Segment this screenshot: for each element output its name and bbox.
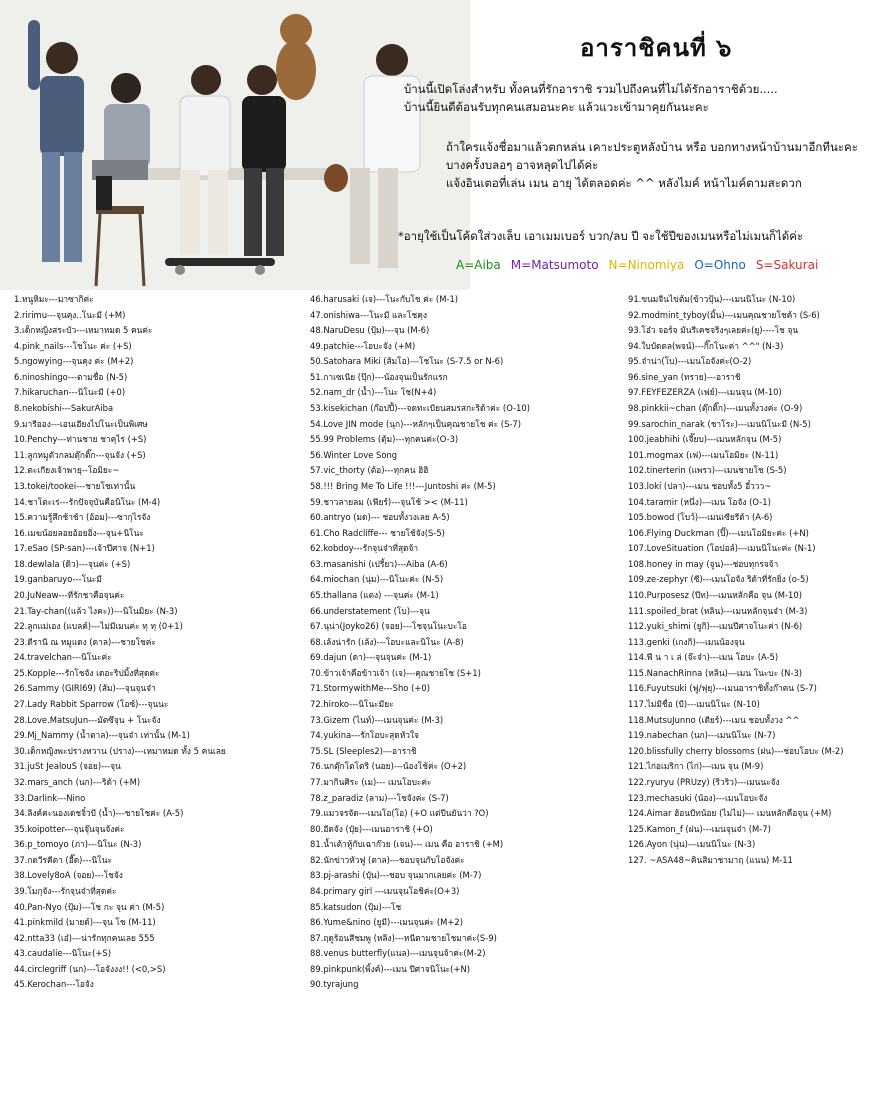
list-item: 68.เล้งน่ารัก (เล้ง)---โอบะและนิโนะ (A-8)	[310, 636, 464, 647]
list-item: 124.Aimar ฮ้อนบีทน้อย (ไม่ไม่)--- เมนหลักคือจุน (+M)	[628, 808, 832, 819]
list-item: 127. ~ASA48~คินสิมาชามาฤ (แนน) M-11	[628, 854, 793, 865]
list-item: 8.nekobishi---SakurAiba	[14, 403, 114, 414]
list-item: 37.กดวีรคีตา (อี๊ด)---นิโนะ	[14, 854, 112, 865]
list-item: 61.Cho Radcliffe--- ชายโช้จัง(S-5)	[310, 527, 445, 538]
intro-welcome	[404, 80, 778, 116]
list-item: 94.ใบบัดดล(พจน์)---กิ๊กโนะค่า ^^" (N-3)	[628, 340, 784, 351]
list-item: 52.nam_dr (น้ำ)---โนะ โช(N+4)	[310, 387, 437, 398]
list-item: 30.เด็กหญิงพะปรางหวาน (ปราง)---เหมาหมด ทั้ง 5 คนเลย	[14, 745, 226, 756]
list-item: 122.ryuryu (PRUzy) (ริวริว)---เมนนะจัง	[628, 776, 780, 787]
list-item: 51.กาเซเนีย (ปุ๊ก)---น้องจุนเป็นรักแรก	[310, 371, 448, 382]
arashi-group-photo	[0, 0, 470, 290]
intro-line: บ้านนี้ยินดีต้อนรับทุกคนเสมอนะคะ แล้วแวะเข้ามาคุยกันนะคะ	[404, 100, 709, 114]
list-item: 62.kobdoy---รักจุนจ๋าที่สุดจ้า	[310, 543, 419, 554]
list-item: 107.LoveSituation (โอปอล์)---เมนนิโนะค่ะ (N-1)	[628, 543, 816, 554]
member-legend	[456, 258, 818, 272]
list-item: 75.SL (Sleeples2)---อาราชิ	[310, 745, 417, 756]
list-item: 29.Mj_Nammy (น้ำตาล)---จุนจ๋า เท่านั้น (M-1)	[14, 730, 190, 741]
list-item: 41.pinkmild (มายด์)---จุน โช (M-11)	[14, 917, 156, 928]
list-item: 85.katsudon (ปุ้ม)---โช	[310, 901, 402, 912]
list-item: 2.ririmu---จุนคุง..โนะมี (+M)	[14, 309, 126, 320]
list-item: 76.นกตุ๊กโตโตริ (นอย)---น้องโช้ค่ะ (O+2)	[310, 761, 467, 772]
list-item: 115.NanachRinna (หลิน)---เมน โนะบะ (N-3)	[628, 667, 803, 678]
list-item: 105.bowod (โบว์)---เมนเซียรีด้า (A-6)	[628, 512, 773, 523]
list-item: 70.ข้าวเจ้าคือข้าวเจ้า (เจ)---คุณชายโช (S+1)	[310, 667, 481, 678]
list-item: 50.Satohara Miki (ส้มโอ)---โชโนะ (S-7.5 or N-6)	[310, 356, 504, 367]
list-item: 108.honey in may (จูน)---ช่อบทุกรจจ้า	[628, 558, 779, 569]
list-item: 25.Kopple---รักโชจัง เดอะริปมิ้งที่สุดค่ะ	[14, 667, 160, 678]
list-item: 78.z_paradiz (ลาม)---โชจังค่ะ (S-7)	[310, 792, 449, 803]
list-item: 27.Lady Rabbit Sparrow (โอซ์)---จุนนะ	[14, 699, 169, 710]
list-item: 17.eSao (SP-san)---เจ้าปีศาจ (N+1)	[14, 543, 155, 554]
list-item: 106.Flying Duckman (ปิ๊)---เมนโอมิยะค่ะ (+N)	[628, 527, 809, 538]
list-item: 93.โอ๋ว จอร์จ มันรีเคชจริงๆเลยค่ะ(ยู)----โช จุน	[628, 325, 799, 336]
list-item: 113.genki (เกงกิ)---เมนน้องจุน	[628, 636, 745, 647]
list-item: 120.blissfully cherry blossoms (ฝน)---ช่อบโอบะ (M-2)	[628, 745, 844, 756]
intro-line: บ้านนี้เปิดโล่งสำหรับ ทั้งคนที่รักอาราชิ รวมไปถึงคนที่ไม่ได้รักอาราชิด้วย.....	[404, 82, 778, 96]
list-item: 53.kisekichan (ก๊อปปี้)---จดทะเบียนสมรสกะริด้าค่ะ (O-10)	[310, 403, 530, 414]
list-item: 89.pinkpunk(พิ้งค์)---เมน ปีศาจนิโนะ(+N)	[310, 963, 470, 974]
age-code-note: *อายุใช้เป็นโค้ดใส่วงเล็บ เอาเมมเบอร์ บวก/ลบ ปี จะใช้ปีของเมนหรือไม่เมนก็ได้ค่ะ	[398, 229, 804, 243]
list-item: 58.!!! Bring Me To Life !!!---Juntoshi ค่ะ (M-5)	[310, 480, 496, 491]
list-item: 86.Yume&nino (ยูมี)---เมนจุนค่ะ (M+2)	[310, 917, 463, 928]
list-item: 64.miochan (นุ่ม)---นิโนะค่ะ (N-5)	[310, 574, 444, 585]
list-item: 110.Purposesz (ปีท)---เมนหลักคือ จุน (M-10)	[628, 589, 802, 600]
list-item: 13.tokei/tookei---ชายโชเท่านั้น	[14, 480, 136, 491]
list-item: 88.venus butterfly(แนล)---เมนจุนจ้าค่ะ(M-2)	[310, 948, 486, 959]
list-item: 98.pinkkii~chan (ตุ๊กติ๊ก)---เมนทั้งวงค่ะ (O-9)	[628, 403, 803, 414]
list-item: 23.ดีรานี ณ หมูแดง (ดาล)---ชายโชค่ะ	[14, 636, 156, 647]
list-item: 16.เมฆน้อยลอยอ้อยอิ่ง---จุน+นิโนะ	[14, 527, 144, 538]
list-item: 14.ชาโตะเร่---รักปัจจุบันคือนิโนะ (M-4)	[14, 496, 161, 507]
list-item: 71.StormywithMe---Sho (+0)	[310, 683, 430, 694]
list-item: 18.dewlala (ดิว)---จุนค่ะ (+S)	[14, 558, 131, 569]
list-item: 11.ลูกหมูตัวกลมตุ๊กติ๊ก---จุนจัง (+S)	[14, 449, 146, 460]
group-photo-illustration	[0, 0, 470, 290]
list-item: 77.มากินศิระ (เม)--- เมนโอบะค่ะ	[310, 776, 432, 787]
list-item: 15.ความรู้สึกช้าช้า (อ้อม)---ซากุไรจัง	[14, 512, 151, 523]
list-item: 46.harusaki (เจ)---โนะกับโช ค่ะ (M-1)	[310, 294, 459, 304]
intro-instructions	[446, 138, 858, 192]
list-item: 109.ze-zephyr (ซี)---เมนโอจัง ริด้าที่รักยิ่ง (o-5)	[628, 574, 809, 585]
member-list-column-3	[628, 292, 843, 868]
list-item: 119.nabechan (นก)---เมนนิโนะ (N-7)	[628, 730, 776, 741]
intro-line: บางครั้งบลอๆ อาจหลุดไปได้ค่ะ	[446, 158, 599, 172]
list-item: 116.Fuyutsuki (ฟู/ฟุยุ)---เมนอาราชิทั้งก๊าคน (S-7)	[628, 683, 817, 694]
list-item: 91.ขนมจีนไข่ต้ม(ข้าวปุ้น)---เมนนิโนะ (N-10)	[628, 294, 796, 304]
member-list-column-2	[310, 292, 530, 993]
list-item: 33.Darlink---Nino	[14, 792, 86, 803]
list-item: 79.แมวจรจัด---เมนโอ(โอ) (+O แต่ปีนยันว่า ?O)	[310, 808, 489, 819]
list-item: 121.ไก่อเมริกา (ไก่)---เมน จุน (M-9)	[628, 761, 764, 772]
list-item: 20.JuNeaw---ที่รักชาคือจุนค่ะ	[14, 589, 125, 600]
list-item: 49.patchie---โอบะจัง (+M)	[310, 340, 416, 351]
list-item: 1.หนูหิมะ---มาซากิค่ะ	[14, 294, 94, 304]
list-item: 63.masanishi (เปรี้ยว)---Aiba (A-6)	[310, 558, 448, 569]
list-item: 55.99 Problems (ตุ้ม)---ทุกคนค่ะ(O-3)	[310, 434, 459, 445]
list-item: 104.taramir (หนึ่ง)---เมน โอจัง (O-1)	[628, 496, 771, 507]
list-item: 117.ไม่มีชื่อ (บี)---เมนนิโนะ (N-10)	[628, 699, 760, 710]
list-item: 101.mogmax (เฟ)---เมนโอมิยะ (N-11)	[628, 449, 779, 460]
list-item: 35.koipotter---จุนจุ๊นจุนจังค่ะ	[14, 823, 125, 834]
list-item: 54.Love JIN mode (นุก)---หลักๆเป็นคุณชายโช ค่ะ (S-7)	[310, 418, 522, 429]
list-item: 6.ninoshingo---ตามชื่อ (N-5)	[14, 371, 128, 382]
list-item: 99.sarochin_narak (ชาโระ)---เมนนิโนะมี (N-5)	[628, 418, 811, 429]
legend-aiba: A=Aiba	[456, 258, 501, 272]
list-item: 39.โมกุจัง---รักจุนจ๋าที่สุดค่ะ	[14, 885, 117, 896]
list-item: 28.Love.MatsuJun---มัตซึจุน + โนะจัง	[14, 714, 161, 725]
list-item: 12.ตะเกียงเจ้าพายุ--โอมิยะ~	[14, 465, 120, 476]
list-item: 19.ganbaruyo---โนะมี	[14, 574, 102, 585]
list-item: 69.dajun (ดา)---จุนจุนค่ะ (M-1)	[310, 652, 432, 663]
list-item: 26.Sammy (GIRl69) (ส้ม)---จุนจุนจ๋า	[14, 683, 156, 694]
list-item: 102.tinerterin (แพรว)---เมนชายโช (S-5)	[628, 465, 787, 476]
list-item: 126.Ayon (นุ่น)---เมนนิโนะ (N-3)	[628, 839, 756, 850]
list-item: 118.MutsuJunno (เดียร์)---เมน ชอบทั้งวง ^^	[628, 714, 800, 725]
list-item: 5.ngowying---จุนคุง ค่ะ (M+2)	[14, 356, 134, 367]
list-item: 38.Lovely8oA (จอย)---โชจัง	[14, 870, 123, 881]
list-item: 103.loki (ปลา)---เมน ชอบทั้ง5 อี๋ววว~	[628, 480, 772, 491]
list-item: 123.mechasuki (น้อง)---เมนโอบะจัง	[628, 792, 768, 803]
list-item: 66.understatement (โบ)---จุน	[310, 605, 430, 616]
list-item: 57.vic_thorty (ต้อ)---ทุกคน ฮิฮิ	[310, 465, 429, 476]
list-item: 47.onishiwa---โนะมี และโชคุง	[310, 309, 427, 320]
list-item: 32.mars_anch (นก)---ริด้า (+M)	[14, 776, 141, 787]
list-item: 7.hikaruchan---นิโนะมี (+0)	[14, 387, 126, 398]
list-item: 65.thallana (แตง) ---จุนค่ะ (M-1)	[310, 589, 439, 600]
list-item: 73.Gizem (ไนท์)---เมนจุนค่ะ (M-3)	[310, 714, 444, 725]
list-item: 21.Tay-chan((แล้ว ไงคะ))---นิโนมิยะ (N-3)	[14, 605, 178, 616]
list-item: 22.ลูกแม่เอง (แบลค์)---ไม่มีเมนค่ะ ทุ ทุ (0+1)	[14, 621, 183, 632]
list-item: 112.yuki_shimi (ยูกิ)---เมนปีศาจโนะค่า (N-6)	[628, 621, 803, 632]
intro-line: ถ้าใครแจ้งชื่อมาแล้วตกหล่น เคาะประตูหลังบ้าน หรือ บอกทางหน้าบ้านมาอีกทีนะคะ	[446, 140, 858, 154]
list-item: 59.ชาวลายลม (เฟียร์)---จุนโช้ >< (M-11)	[310, 496, 468, 507]
list-item: 60.antryo (มด)--- ช่อบทั้งวงเลย A-5)	[310, 512, 450, 523]
member-list-column-1	[14, 292, 226, 993]
list-item: 100.jeabhihi (เจี๊ยบ)---เมนหลักจุน (M-5)	[628, 434, 782, 445]
list-item: 125.Kamon_f (ฝน)---เมนจุนจ๋า (M-7)	[628, 823, 771, 834]
list-item: 114.ฟี น า เ ล่ (จ๊ะจ๋า)---เมน โอบะ (A-5)	[628, 652, 779, 663]
intro-line: แจ้งอินเตอที่เล่น เมน อายุ ได้ตลอดค่ะ ^^ หลังไมค์ หน้าไมค์ตามสะดวก	[446, 176, 802, 190]
list-item: 34.ลิงค์คะนองเดชจิ๋วบี (น้ำ)---ชายโชค่ะ (A-5)	[14, 808, 184, 819]
list-item: 43.caudalie---นิโนะ(+S)	[14, 948, 111, 959]
list-item: 96.sine_yan (ทราย)---อาราชิ	[628, 371, 741, 382]
list-item: 67.นุน่า(Joyko26) (จอย)---โชจุนโนะบะโอ	[310, 621, 467, 632]
list-item: 72.hiroko---นิโนะมียะ	[310, 699, 394, 710]
list-item: 90.tyrajung	[310, 979, 359, 990]
list-item: 40.Pan-Nyo (ปุ้ม)---โช กะ จุน ค่า (M-5)	[14, 901, 165, 912]
list-item: 4.pink_nails---โชโนะ ค่ะ (+S)	[14, 340, 132, 351]
list-item: 48.NaruDesu (ปุ้ม)---จุน (M-6)	[310, 325, 430, 336]
list-item: 80.อีดจัง (ปุ๋ย)---เมนอาราชิ (+O)	[310, 823, 433, 834]
legend-matsumoto: M=Matsumoto	[510, 258, 599, 272]
list-item: 36.p_tomoyo (ภา)---นิโนะ (N-3)	[14, 839, 142, 850]
list-item: 111.spoiled_brat (หลิน)---เมนหลักจุนจ๋า (M-3)	[628, 605, 808, 616]
list-item: 81.น้ำเต้าหู้กับเฉาก๊วย (เจน)--- เมน คือ อาราชิ (+M)	[310, 839, 504, 850]
list-item: 87.ฤดูร้อนสีชมพู (หลิง)---หนีตามชายโชมาค่ะ(S-9)	[310, 932, 497, 943]
list-item: 42.ntta33 (เอ๋)---น่ารักทุกคนเลย 555	[14, 932, 155, 943]
list-item: 95.จ๋าน่า(โบ)---เมนโอจังค่ะ(O-2)	[628, 356, 752, 367]
legend-sakurai: S=Sakurai	[755, 258, 819, 272]
list-item: 56.Winter Love Song	[310, 449, 398, 460]
list-item: 82.นักข่าวหัวฟู (ตาล)---ชอบจุนกับโอจังค่ะ	[310, 854, 465, 865]
list-item: 84.primary girl ---เมนจุนโอชิค่ะ(O+3)	[310, 885, 460, 896]
list-item: 92.modmint_tyboy(มิ้น)---เมนคุณชายโชค้า (S-6)	[628, 309, 820, 320]
legend-ninomiya: N=Ninomiya	[608, 258, 685, 272]
list-item: 10.Penchy---ท่านชาย ชาคุไร (+S)	[14, 434, 147, 445]
list-item: 83.pj-arashi (ปุ๋น)---ชอบ จุนมากเลยค่ะ (M-7)	[310, 870, 482, 881]
list-item: 74.yukina---รักโอบะสุดหัวใจ	[310, 730, 419, 741]
legend-ohno: O=Ohno	[694, 258, 746, 272]
list-item: 3.เด็กหญิงสระบัว---เหมาหมด 5 คนค่ะ	[14, 325, 153, 336]
list-item: 9.มารีออง---เอนเอียงไปโนะเป็นพิเศษ	[14, 418, 148, 429]
list-item: 31.juSt JealouS (จอย)---จุน	[14, 761, 121, 772]
list-item: 24.travelchan---นิโนะค่ะ	[14, 652, 112, 663]
page-title: อาราชิคนที่ ๖	[580, 33, 733, 62]
list-item: 44.circlegriff (นก)---โอจังงง!! (<0,>S)	[14, 963, 166, 974]
list-item: 97.FEYFEZERZA (เฟย์)---เมนจุน (M-10)	[628, 387, 782, 398]
list-item: 45.Kerochan---โอจัง	[14, 979, 94, 990]
